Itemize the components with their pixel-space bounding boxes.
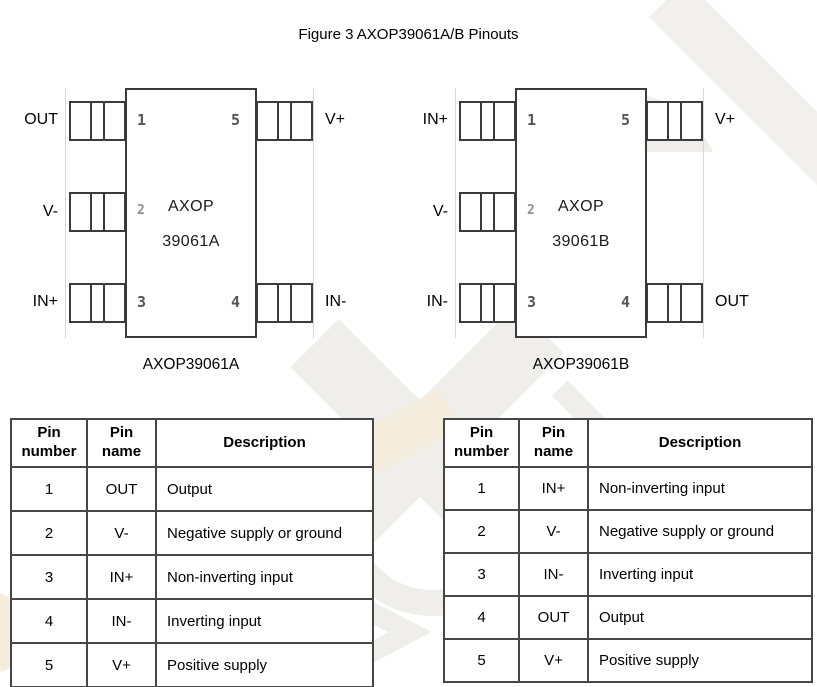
pin-number-cell: 1 [11,467,87,511]
pin-table-axop39061a [10,418,372,687]
table-header-row [444,419,812,467]
chip-caption: AXOP39061A [142,356,240,373]
pin-number-cell: 3 [444,553,519,596]
pin-pad-4 [256,283,313,323]
pin-number-4: 4 [231,293,241,311]
table-row [11,555,373,599]
chip-name-line1: AXOP [557,198,605,215]
table-header-row [11,419,373,467]
pin-pad-3 [459,283,516,323]
pin-number-cell: 2 [11,511,87,555]
pin-name-cell: IN+ [87,555,156,599]
pin-pad-5 [256,101,313,141]
description-cell: Inverting input [588,553,812,596]
pin-number-cell: 1 [444,467,519,510]
chip-name-line2: 39061A [162,233,220,250]
pad-guide-line [703,88,704,338]
pin-label-vminus: V- [42,203,58,220]
pin-name-cell: IN- [519,553,588,596]
pin-number-2: 2 [527,203,535,218]
pinout-diagram-axop39061a [10,75,400,390]
pin-number-2: 2 [137,203,145,218]
pin-name-cell: IN- [87,599,156,643]
pin-label-out: OUT [24,111,58,128]
header-pin-name: Pin name [519,419,588,467]
table-row [11,511,373,555]
pad-guide-line [455,88,456,338]
pin-number-cell: 3 [11,555,87,599]
pin-name-cell: V- [519,510,588,553]
pin-name-cell: OUT [87,467,156,511]
pin-name-cell: OUT [519,596,588,639]
header-description: Description [588,419,812,467]
table-row [444,510,812,553]
pin-label-inminus: IN- [426,293,448,310]
table-row [444,596,812,639]
pad-guide-line [65,88,66,338]
pad-guide-line [313,88,314,338]
figure-title: Figure 3 AXOP39061A/B Pinouts [298,26,519,43]
table-row [444,639,812,682]
pin-label-vplus: V+ [715,111,736,128]
pinout-diagram-axop39061b [400,75,790,390]
pin-name-cell: IN+ [519,467,588,510]
pin-name-cell: V+ [519,639,588,682]
description-cell: Output [588,596,812,639]
table-row [444,467,812,510]
chip-caption: AXOP39061B [532,356,630,373]
pin-number-5: 5 [621,111,631,129]
table-row [444,553,812,596]
description-cell: Positive supply [156,643,373,687]
pin-number-cell: 5 [444,639,519,682]
pin-number-1: 1 [137,111,147,129]
description-cell: Non-inverting input [588,467,812,510]
pin-number-3: 3 [137,293,147,311]
pin-label-inminus: IN- [325,293,347,310]
chip-name-line2: 39061B [552,233,610,250]
description-cell: Non-inverting input [156,555,373,599]
pin-number-5: 5 [231,111,241,129]
table-row [11,467,373,511]
header-pin-number: Pin number [444,419,519,467]
pin-pad-5 [646,101,703,141]
pin-pad-2 [459,192,516,232]
pin-label-out: OUT [715,293,749,310]
pin-number-cell: 4 [444,596,519,639]
header-description: Description [156,419,373,467]
pin-number-3: 3 [527,293,537,311]
pin-name-cell: V- [87,511,156,555]
header-pin-name: Pin name [87,419,156,467]
pin-pad-3 [69,283,126,323]
pin-pad-1 [459,101,516,141]
pin-pad-4 [646,283,703,323]
chip-name-line1: AXOP [167,198,215,215]
description-cell: Negative supply or ground [156,511,373,555]
pin-number-1: 1 [527,111,537,129]
description-cell: Negative supply or ground [588,510,812,553]
table-row [11,599,373,643]
pin-table-axop39061b [443,418,811,683]
header-pin-number: Pin number [11,419,87,467]
pin-label-vminus: V- [432,203,448,220]
description-cell: Positive supply [588,639,812,682]
pin-label-vplus: V+ [325,111,346,128]
pin-number-4: 4 [621,293,631,311]
pin-name-cell: V+ [87,643,156,687]
description-cell: Output [156,467,373,511]
table-row [11,643,373,687]
pin-pad-2 [69,192,126,232]
pin-number-cell: 4 [11,599,87,643]
pin-label-inplus: IN+ [32,293,58,310]
description-cell: Inverting input [156,599,373,643]
pin-label-inplus: IN+ [422,111,448,128]
pin-pad-1 [69,101,126,141]
pin-number-cell: 2 [444,510,519,553]
pin-number-cell: 5 [11,643,87,687]
